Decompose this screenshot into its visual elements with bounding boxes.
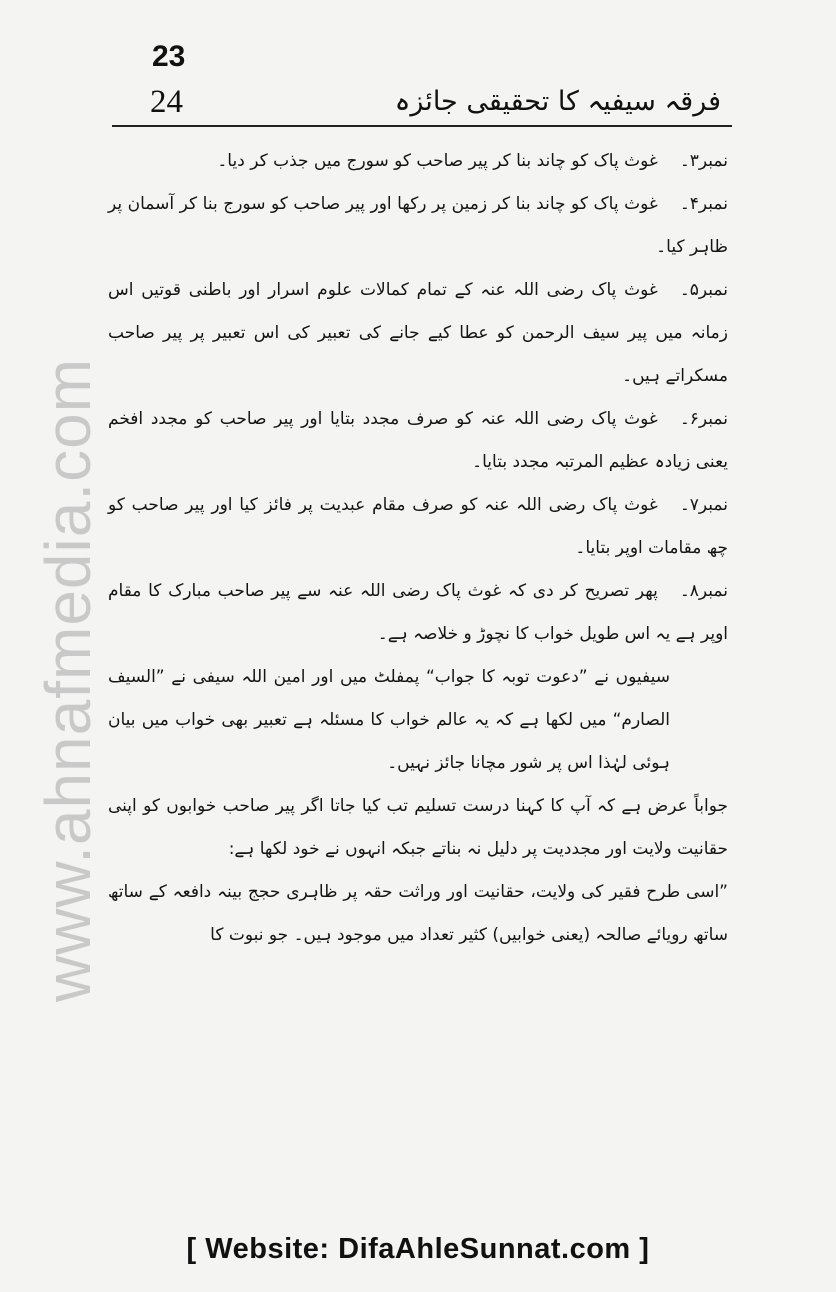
watermark: www.ahnafmedia.com <box>32 357 104 1003</box>
list-item <box>108 570 728 656</box>
item-text: غوث پاک کو چاند بنا کر زمین پر رکھا اور پیر صاحب کو سورج بنا کر آسمان پر ظاہر کیا۔ <box>108 194 728 257</box>
page-number-print: 24 <box>150 84 183 120</box>
footer-website: [ Website: DifaAhleSunnat.com ] <box>186 1233 650 1265</box>
item-number: نمبر۷۔ <box>679 495 728 515</box>
header-rule <box>112 125 732 127</box>
paragraph-objection: سیفیوں نے ”دعوت توبہ کا جواب“ پمفلٹ میں اور امین اللہ سیفی نے ”السیف الصارم“ میں لکھا ہے کہ یہ عالم خواب کا مسئلہ ہے تعبیر بھی خواب میں بیان ہوئی لہٰذا اس پر شور مچانا جائز نہیں۔ <box>108 667 670 773</box>
running-title: فرقہ سیفیہ کا تحقیقی جائزہ <box>394 86 721 117</box>
paragraph-reply: جواباً عرض ہے کہ آپ کا کہنا درست تسلیم تب کیا جاتا اگر پیر صاحب خوابوں کو اپنی حقانیت ولایت اور مجددیت پر دلیل نہ بناتے جبکہ انہوں نے خود لکھا ہے: <box>108 796 728 859</box>
item-text: غوث پاک رضی اللہ عنہ کو صرف مقام عبدیت پر فائز کیا اور پیر صاحب کو چھ مقامات اوپر بتایا۔ <box>108 495 728 558</box>
list-item <box>108 183 728 269</box>
item-number: نمبر۴۔ <box>679 194 728 214</box>
body-text <box>108 140 728 957</box>
list-item <box>108 269 728 398</box>
item-number: نمبر۶۔ <box>679 409 728 429</box>
list-item <box>108 398 728 484</box>
list-item <box>108 140 728 183</box>
paragraph-quote: ”اسی طرح فقیر کی ولایت، حقانیت اور وراثت حقہ پر ظاہری حجج بینہ دافعہ کے ساتھ ساتھ رویائے صالحہ (یعنی خوابیں) کثیر تعداد میں موجود ہیں۔ جو نبوت کا <box>108 882 728 945</box>
item-text: پھر تصریح کر دی کہ غوث پاک رضی اللہ عنہ سے پیر صاحب مبارک کا مقام اوپر ہے یہ اس طویل خواب کا نچوڑ و خلاصہ ہے۔ <box>108 581 728 644</box>
item-text: غوث پاک کو چاند بنا کر پیر صاحب کو سورج میں جذب کر دیا۔ <box>217 151 658 171</box>
item-number: نمبر۸۔ <box>679 581 728 601</box>
item-text: غوث پاک رضی اللہ عنہ کے تمام کمالات علوم اسرار اور باطنی قوتیں اس زمانہ میں پیر سیف الرحمن کو عطا کیے جانے کی تعبیر کی اس تعبیر پر پیر صاحب مسکراتے ہیں۔ <box>108 280 728 386</box>
item-number: نمبر۵۔ <box>679 280 728 300</box>
item-number: نمبر۳۔ <box>679 151 728 171</box>
page-number-top: 23 <box>152 40 186 73</box>
list-item <box>108 484 728 570</box>
item-text: غوث پاک رضی اللہ عنہ کو صرف مجدد بتایا اور پیر صاحب کو مجدد افخم یعنی زیادہ عظیم المرتبہ مجدد بتایا۔ <box>108 409 728 472</box>
